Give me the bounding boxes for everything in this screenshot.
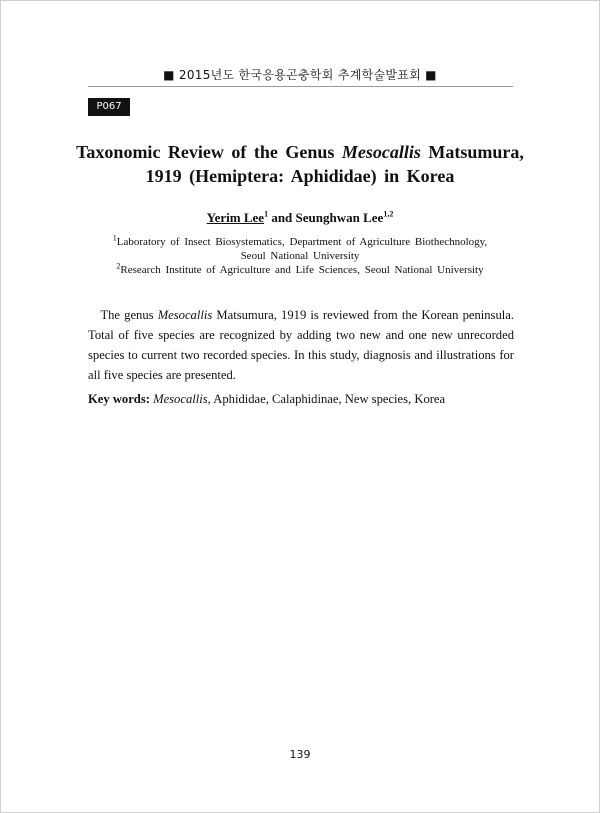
abstract-text: The genus xyxy=(100,308,158,322)
keywords xyxy=(88,392,518,407)
title-text: Taxonomic Review of the Genus xyxy=(76,142,342,162)
paper-title xyxy=(60,140,540,188)
affiliation-2 xyxy=(0,261,600,276)
author-affiliation-mark: 1,2 xyxy=(383,209,394,219)
header-rule xyxy=(88,86,513,87)
affiliation-mark: 2 xyxy=(116,261,121,271)
author-list xyxy=(0,210,600,226)
keywords-label: Key words: xyxy=(88,392,150,406)
author-name: Seunghwan Lee xyxy=(295,210,384,225)
affiliation-text: Laboratory of Insect Biosystematics, Department of Agriculture Biothechnology, xyxy=(116,236,488,248)
title-line-1 xyxy=(60,140,540,164)
abstract xyxy=(88,305,514,385)
abstract-genus: Mesocallis xyxy=(157,308,213,322)
author-affiliation-mark: 1 xyxy=(264,209,269,219)
page-number: 139 xyxy=(289,748,311,761)
affiliation-1-continued: Seoul National University xyxy=(240,250,360,262)
abstract-text: Matsumura, 1919 is reviewed from the Korean peninsula. Total of five species are recognized by adding two new and one new unrecorded species to current two recorded species. In this study, diagnosis and illustrations for all five species are presented. xyxy=(88,308,514,382)
title-line-2: 1919 (Hemiptera: Aphididae) in Korea xyxy=(145,166,455,186)
title-text: Matsumura, xyxy=(420,142,524,162)
affiliation-1 xyxy=(0,233,600,248)
author-name: Yerim Lee xyxy=(206,210,265,225)
keywords-list: , Aphididae, Calaphidinae, New species, Korea xyxy=(207,392,446,406)
conference-header: ■ 2015년도 한국응용곤충학회 추계학술발표회 ■ xyxy=(163,68,437,82)
affiliation-mark: 1 xyxy=(112,233,117,243)
keyword-genus: Mesocallis xyxy=(153,392,208,406)
title-genus: Mesocallis xyxy=(341,142,421,162)
affiliation-text: Research Institute of Agriculture and Life Sciences, Seoul National University xyxy=(120,264,484,276)
poster-id-badge: P067 xyxy=(88,98,130,116)
author-joiner: and xyxy=(268,210,296,225)
